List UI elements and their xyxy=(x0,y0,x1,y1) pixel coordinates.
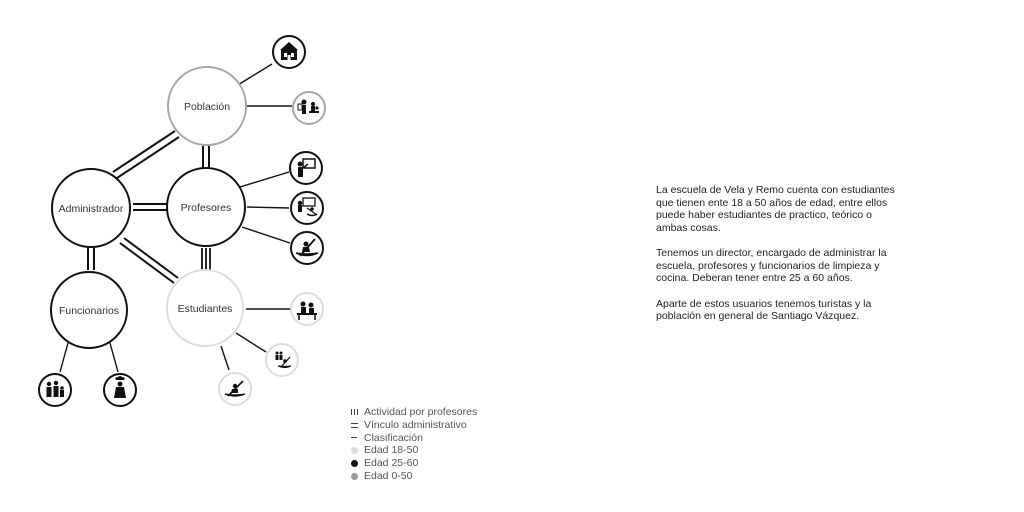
link-admin-poblacion-b xyxy=(117,137,179,178)
legend-label: Actividad por profesores xyxy=(364,406,478,418)
legend xyxy=(351,406,477,483)
link-profesores-icon-b xyxy=(247,207,289,208)
paragraph-visitors: Aparte de estos usuarios tenemos turistas y la población en general de Santiago Vázquez. xyxy=(656,297,872,322)
legend-label: Vínculo administrativo xyxy=(364,418,467,431)
link-funcionarios-icon-a xyxy=(60,343,68,372)
legend-item-triple xyxy=(351,406,477,419)
teacher-board-icon xyxy=(290,152,322,184)
teacher-board-rower-icon xyxy=(291,192,323,224)
legend-label: Clasificación xyxy=(364,431,423,444)
legend-label: Edad 25-60 xyxy=(364,457,419,470)
single-line-icon xyxy=(351,437,364,438)
link-profesores-icon-c xyxy=(242,227,290,243)
kayak-paddler-small-icon xyxy=(219,373,251,405)
kayak-paddler-icon xyxy=(291,232,323,264)
link-profesores-icon-a xyxy=(240,172,289,187)
node-label-estudiantes: Estudiantes xyxy=(177,303,233,315)
legend-item-single xyxy=(351,432,477,445)
legend-item-double xyxy=(351,419,477,432)
triple-line-icon xyxy=(351,409,364,415)
node-poblacion xyxy=(168,67,246,145)
light-dot-icon xyxy=(351,447,364,454)
black-dot-icon xyxy=(351,460,364,467)
node-label-funcionarios: Funcionarios xyxy=(58,305,120,317)
legend-item-age-18-50 xyxy=(351,444,477,457)
legend-label: Edad 18-50 xyxy=(364,444,419,457)
staff-group-icon xyxy=(39,374,71,406)
description-text xyxy=(656,184,896,336)
family-kayak-icon xyxy=(266,344,298,376)
school-building-icon xyxy=(273,36,305,68)
node-estudiantes xyxy=(167,270,243,346)
link-estudiantes-icon-b xyxy=(236,333,266,352)
link-admin-estudiantes-b xyxy=(120,243,174,283)
link-admin-poblacion-a xyxy=(113,131,175,172)
paragraph-staff: Tenemos un director, encargado de administrar la escuela, profesores y funcionarios de limpieza y cocina. Deberan tener entre 25 a 60 años. xyxy=(656,247,887,284)
legend-item-age-25-60 xyxy=(351,457,477,470)
cook-icon xyxy=(104,374,136,406)
link-admin-estudiantes-a xyxy=(124,238,178,278)
legend-label: Edad 0-50 xyxy=(364,469,413,482)
link-estudiantes-icon-c xyxy=(221,346,229,370)
node-profesores xyxy=(167,168,245,246)
teacher-students-icon xyxy=(293,92,325,124)
students-at-desk-icon xyxy=(291,293,323,325)
node-label-poblacion: Población xyxy=(183,101,231,113)
node-label-administrador: Administrador xyxy=(58,203,124,215)
double-line-icon xyxy=(351,423,364,428)
paragraph-students: La escuela de Vela y Remo cuenta con estudiantes que tienen ente 18 a 50 años de edad, entre ellos puede haber estudiantes de practico, teórico o ambas cosas. xyxy=(656,184,895,234)
node-funcionarios xyxy=(51,272,127,348)
gray-dot-icon xyxy=(351,473,364,480)
node-administrador xyxy=(52,169,130,247)
link-funcionarios-icon-b xyxy=(110,343,118,372)
legend-item-age-0-50 xyxy=(351,470,477,483)
node-label-profesores: Profesores xyxy=(180,202,232,214)
